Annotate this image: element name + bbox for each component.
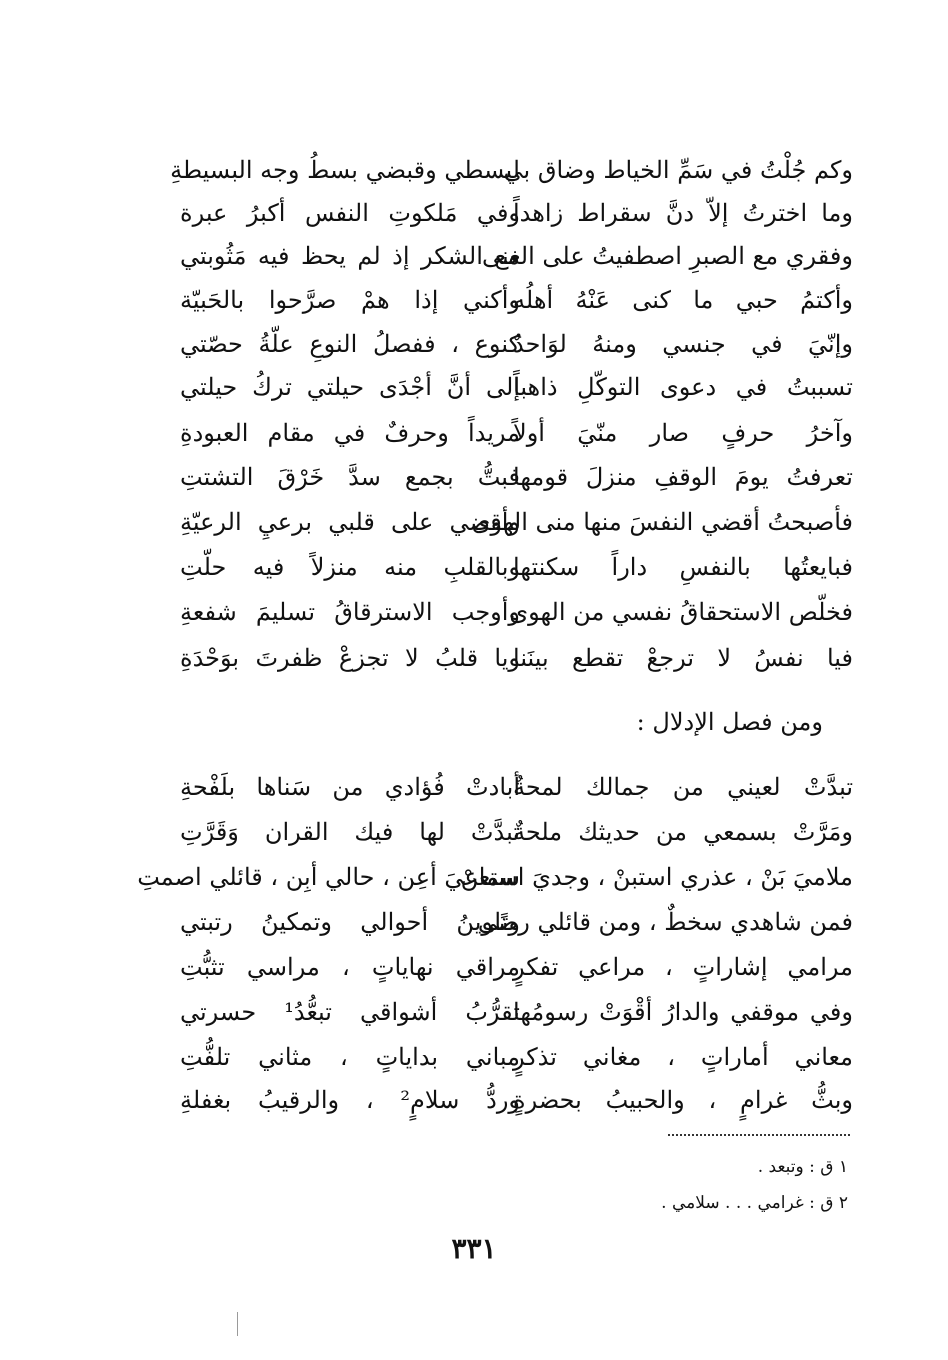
verse-left-hemistich: مباني بداياتٍ ، مثاني تلفُّتِ <box>180 1043 520 1071</box>
verse-left-hemistich: كنوع ، ففصلُ النوعِ علّةُ حصّتي <box>180 330 520 358</box>
verse-left-hemistich: وتلوينُ أحوالي وتمكينُ رتبتي <box>180 908 520 936</box>
verse-right-hemistich: فخلّص الاستحقاقُ نفسي من الهوى <box>509 598 853 626</box>
footnote: ٢ ق : غرامي . . . سلامي . <box>661 1193 848 1213</box>
verse-left-hemistich: وردُّ سلامٍ² ، والرقيبُ بغفلةِ <box>180 1086 520 1114</box>
footnote: ١ ق : وتبعد . <box>757 1157 848 1177</box>
verse-left-hemistich: إلى أنَّ أجْدَى حيلتي تركُ حيلتي <box>180 373 520 401</box>
verse-left-hemistich: وأكني إذا همْ صرَّحوا بالحَبيّة <box>180 286 520 314</box>
verse-right-hemistich: فيا نفسُ لا ترجعْ تقطع بينَنا <box>513 644 853 672</box>
verse-left-hemistich: وفي مَلكوتِ النفس أكبرُ عبرة <box>180 199 520 227</box>
verse-right-hemistich: فمن شاهدي سخطٌ ، ومن قائلي رضًى <box>477 908 853 936</box>
verse-right-hemistich: وكم جُلْتُ في سَمِّ الخياط وضاق بي <box>503 156 853 184</box>
verse-left-hemistich: أبادتْ فُؤادي من سَناها بلَفْحةِ <box>180 773 520 801</box>
verse-left-hemistich: فبتُّ بجمع سدَّ خَرْقَ التشتتِ <box>180 463 520 491</box>
verse-left-hemistich: وبالقلبِ منه منزلاً فيه حلّتِ <box>180 553 520 581</box>
verse-left-hemistich: لبسطي وقبضي بسطُ وجه البسيطةِ <box>170 156 520 184</box>
verse-right-hemistich: وما اخترتُ إلاّ دنَّ سقراط زاهداً <box>513 199 853 227</box>
verse-right-hemistich: وبثُّ غرامٍ ، والحبيبُ بحضرةٍ <box>513 1086 853 1114</box>
verse-left-hemistich: تبدَّتْ لها فيك القران وَقَرَّتِ <box>180 818 520 846</box>
verse-right-hemistich: معاني أماراتٍ ، مغاني تذكرٍ <box>513 1043 853 1071</box>
verse-left-hemistich: تقرُّبُ أشواقي تبعُّدُ¹ حسرتي <box>180 998 520 1026</box>
verse-right-hemistich: فبايعتُها بالنفسِ داراً سكنتها <box>513 553 853 581</box>
verse-right-hemistich: فأصبحتُ أقضي النفسَ منها منى الهوى <box>471 508 853 536</box>
verse-left-hemistich: مع الشكر إذ لم يحظ فيه مَثُوبتي <box>180 242 520 270</box>
verse-left-hemistich: ويا قلبُ لا تجزعْ ظفرتَ بوَحْدَةِ <box>180 644 520 672</box>
verse-right-hemistich: ومَرَّتْ بسمعي من حديثك ملحةٌ <box>513 818 853 846</box>
verse-left-hemistich: وأوجب الاسترقاقُ تسليمَ شفعةِ <box>180 598 520 626</box>
scan-artifact-line <box>237 1312 238 1336</box>
page-number: ٣٣١ <box>451 1232 497 1265</box>
verse-right-hemistich: ملاميَ بَنْ ، عذري استبنْ ، وجديَ استعنْ <box>460 863 853 891</box>
verse-right-hemistich: وفقري مع الصبرِ اصطفيتُ على الغنى <box>481 242 853 270</box>
verse-right-hemistich: وفي موقفي والدارُ أقْوَتْ رسومُها <box>513 998 853 1026</box>
verse-right-hemistich: وأكتمُ حبي ما كنى عَنْهُ أهلُه <box>513 286 853 314</box>
verse-left-hemistich: مريداً وحرفٌ في مقام العبودةِ <box>180 419 520 447</box>
footnote-divider <box>668 1134 850 1136</box>
verse-left-hemistich: وأقضي على قلبي برعيِ الرعيّةِ <box>180 508 520 536</box>
verse-right-hemistich: وآخرُ حرفٍ صار منّيَ أولاً <box>513 419 853 447</box>
verse-right-hemistich: تعرفتُ يومَ الوقفِ منزلَ قومها <box>513 463 853 491</box>
section-heading: ومن فصل الإدلال : <box>636 708 823 736</box>
verse-right-hemistich: تبدَّتْ لعيني من جمالك لمحةٌ <box>513 773 853 801</box>
verse-left-hemistich: مراقي نهاياتٍ ، مراسي تثبُّتِ <box>180 953 520 981</box>
verse-left-hemistich: سماعيَ أعِن ، حالي أبِن ، قائلي اصمتِ <box>137 863 520 891</box>
verse-right-hemistich: تسببتُ في دعوى التوكّلِ ذاهباً <box>513 373 853 401</box>
verse-right-hemistich: وإنّيَ في جنسي ومنهُ لوَاحدٌ <box>513 330 853 358</box>
verse-right-hemistich: مرامي إشاراتٍ ، مراعي تفكرٍ <box>513 953 853 981</box>
